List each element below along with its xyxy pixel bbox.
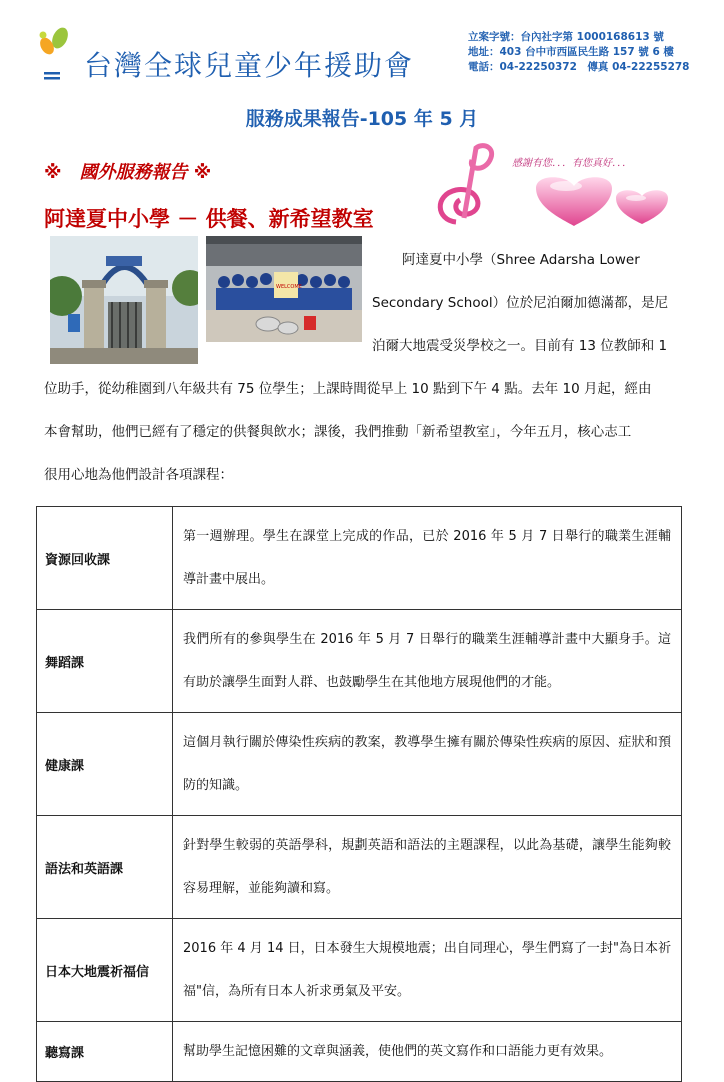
students-group-photo	[206, 236, 362, 342]
course-name: 語法和英語課	[37, 816, 173, 919]
table-row	[37, 507, 682, 610]
table-row	[37, 1022, 682, 1082]
intro-line-2: Secondary School）位於尼泊爾加德滿都，是尼	[372, 295, 669, 311]
course-name: 日本大地震祈福信	[37, 919, 173, 1022]
course-description: 2016 年 4 月 14 日，日本發生大規模地震；出自同理心，學生們寫了一封"為日本祈福"信，為所有日本人祈求勇氣及平安。	[173, 919, 682, 1022]
course-description: 第一週辦理。學生在課堂上完成的作品，已於 2016 年 5 月 7 日舉行的職業生涯輔導計畫中展出。	[173, 507, 682, 610]
course-name: 聽寫課	[37, 1022, 173, 1082]
intro-line-3: 泊爾大地震受災學校之一。目前有 13 位教師和 1	[372, 338, 668, 354]
course-description: 這個月執行關於傳染性疾病的教案，教導學生擁有關於傳染性疾病的原因、症狀和預防的知識。	[173, 713, 682, 816]
address: 地址：403 台中市西區民生路 157 號 6 樓	[468, 46, 674, 58]
section-header: ※ 國外服務報告 ※	[44, 162, 212, 183]
report-title: 服務成果報告-105 年 5 月	[245, 108, 479, 130]
contact-info	[468, 30, 690, 75]
table-row	[37, 713, 682, 816]
intro-line-1: 阿達夏中小學（Shree Adarsha Lower	[402, 252, 640, 268]
course-description: 幫助學生記憶困難的文章與涵義，使他們的英文寫作和口語能力更有效果。	[173, 1022, 682, 1082]
organization-name: 台灣全球兒童少年援助會	[84, 49, 415, 82]
school-gate-photo	[50, 236, 198, 364]
phone-fax: 電話：04-22250372 傳真 04-22255278	[468, 61, 690, 73]
intro-line-4: 位助手，從幼稚園到八年級共有 75 位學生；上課時間從早上 10 點到下午 4 點。去年 10 月起，經由	[44, 381, 652, 397]
table-row	[37, 919, 682, 1022]
course-name: 舞蹈課	[37, 610, 173, 713]
registration-number: 立案字號：台內社字第 1000168613 號	[468, 31, 664, 43]
table-row	[37, 610, 682, 713]
organization-logo	[34, 26, 76, 84]
music-hearts-decoration	[416, 140, 698, 230]
course-name: 健康課	[37, 713, 173, 816]
course-description: 針對學生較弱的英語學科，規劃英語和語法的主題課程，以此為基礎，讓學生能夠較容易理解，並能夠讀和寫。	[173, 816, 682, 919]
thanks-text: 感謝有您．．．有您真好．．．	[512, 158, 632, 169]
table-row	[37, 816, 682, 919]
course-name: 資源回收課	[37, 507, 173, 610]
welcome-sign-text: WELCOME	[276, 284, 302, 290]
intro-line-6: 很用心地為他們設計各項課程：	[44, 467, 233, 483]
school-title: 阿達夏中小學 － 供餐、新希望教室	[44, 207, 374, 231]
intro-line-5: 本會幫助，他們已經有了穩定的供餐與飲水；課後，我們推動「新希望教室」，今年五月，核心志工	[44, 424, 632, 440]
course-description: 我們所有的參與學生在 2016 年 5 月 7 日舉行的職業生涯輔導計畫中大顯身手。這有助於讓學生面對人群、也鼓勵學生在其他地方展現他們的才能。	[173, 610, 682, 713]
courses-table	[36, 506, 682, 1082]
